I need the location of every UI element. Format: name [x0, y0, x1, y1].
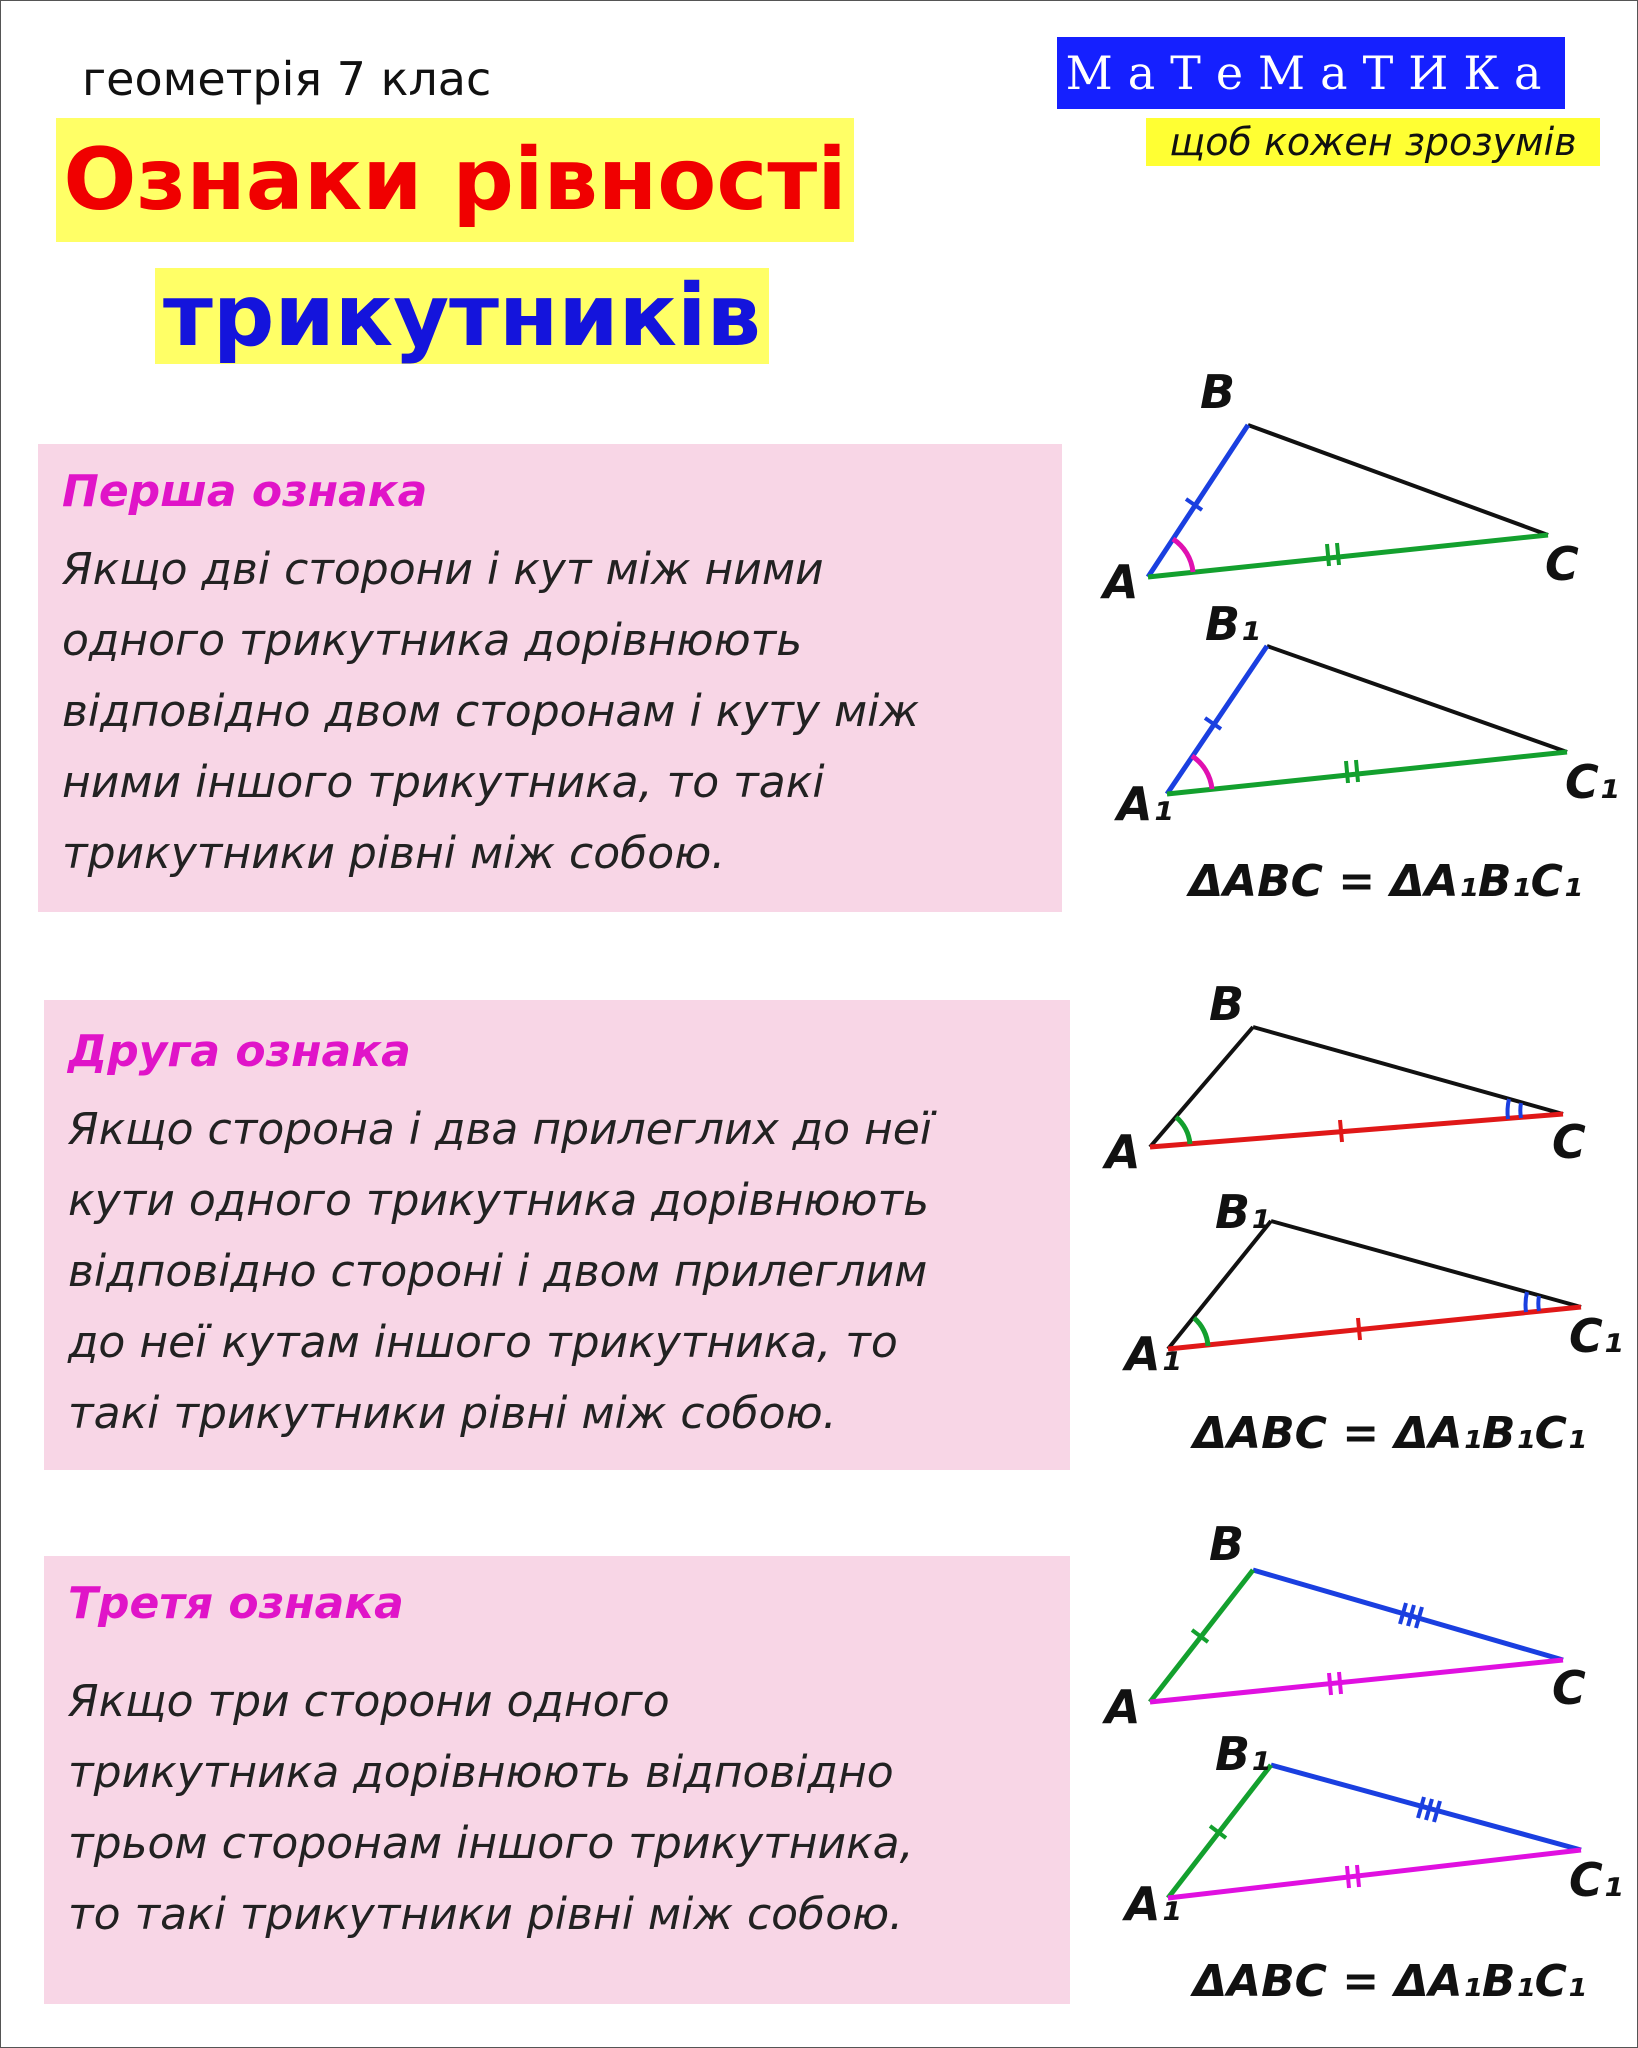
triangle-abc [1148, 425, 1548, 577]
page-title-line1: Ознаки рівності [56, 118, 854, 242]
vertex-label-c: C [1552, 1115, 1586, 1169]
vertex-label-b: B [1200, 365, 1236, 419]
subject-label: геометрія 7 клас [82, 52, 492, 106]
vertex-label-c1: C₁ [1569, 1309, 1623, 1363]
criterion-text [62, 534, 1072, 889]
brand-logo: МаТеМаТИКа [1057, 37, 1565, 109]
criterion-text-line: Якщо три сторони одного [68, 1676, 670, 1727]
criterion-text-line: Якщо дві сторони і кут між ними [62, 544, 824, 595]
vertex-label-c1: C₁ [1565, 755, 1619, 809]
triangle-a1b1c1 [1167, 646, 1567, 794]
angle-arc [1176, 1117, 1190, 1144]
angle-arc [1173, 539, 1193, 572]
triangle-abc [1150, 1570, 1563, 1702]
criterion-text-line: до неї кутам іншого трикутника, то [68, 1317, 898, 1368]
brand-tagline: щоб кожен зрозумів [1146, 118, 1600, 166]
vertex-label-a1: A₁ [1117, 777, 1173, 831]
vertex-label-a: A [1105, 1680, 1141, 1734]
triangle-a1b1c1 [1168, 1765, 1581, 1898]
angle-arc [1520, 1103, 1521, 1118]
asa-figure [1075, 977, 1638, 1470]
angle-arc [1526, 1292, 1527, 1312]
vertex-label-b1: B₁ [1215, 1185, 1271, 1239]
congruence-equation: ΔABC = ΔA₁B₁C₁ [1189, 856, 1583, 907]
vertex-label-c: C [1552, 1661, 1586, 1715]
criterion-heading: Перша ознака [62, 466, 428, 517]
angle-arc [1192, 756, 1212, 789]
triangle-abc [1150, 1027, 1563, 1147]
criterion-text-line: відповідно стороні і двом прилеглим [68, 1246, 928, 1297]
congruence-equation: ΔABC = ΔA₁B₁C₁ [1193, 1408, 1587, 1459]
criterion-text-line: трикутника дорівнюють відповідно [68, 1747, 894, 1798]
criterion-text-line: одного трикутника дорівнюють [62, 615, 803, 666]
criterion-card-1 [38, 444, 1062, 912]
sss-figure [1075, 1517, 1638, 2020]
criterion-text-line: то такі трикутники рівні між собою. [68, 1889, 904, 1940]
vertex-label-b1: B₁ [1205, 597, 1261, 651]
vertex-label-c1: C₁ [1569, 1853, 1623, 1907]
vertex-label-b: B [1209, 1517, 1245, 1571]
congruence-equation: ΔABC = ΔA₁B₁C₁ [1193, 1956, 1587, 2007]
criterion-text-line: такі трикутники рівні між собою. [68, 1388, 837, 1439]
criterion-text [68, 1094, 1078, 1449]
vertex-label-a: A [1103, 555, 1139, 609]
criterion-card-3 [44, 1556, 1070, 2004]
criterion-card-2 [44, 1000, 1070, 1470]
vertex-label-a: A [1105, 1125, 1141, 1179]
angle-arc [1538, 1296, 1539, 1311]
criterion-text-line: Якщо сторона і два прилеглих до неї [68, 1104, 933, 1155]
triangle-a1b1c1 [1168, 1221, 1581, 1349]
vertex-label-a1: A₁ [1125, 1327, 1181, 1381]
criterion-text-line: трьом сторонам іншого трикутника, [68, 1818, 914, 1869]
vertex-label-c: C [1545, 537, 1579, 591]
criterion-heading: Друга ознака [68, 1026, 411, 1077]
page-title-line2: трикутників [155, 268, 769, 364]
angle-arc [1508, 1099, 1509, 1119]
criterion-text-line: кути одного трикутника дорівнюють [68, 1175, 930, 1226]
criterion-heading: Третя ознака [68, 1578, 404, 1629]
sas-figure [1075, 365, 1638, 920]
vertex-label-b1: B₁ [1215, 1727, 1271, 1781]
angle-arc [1194, 1318, 1208, 1346]
vertex-label-b: B [1209, 977, 1245, 1031]
criterion-text [68, 1666, 1078, 1950]
vertex-label-a1: A₁ [1125, 1877, 1181, 1931]
criterion-text-line: ними іншого трикутника, то такі [62, 757, 825, 808]
criterion-text-line: трикутники рівні між собою. [62, 828, 726, 879]
criterion-text-line: відповідно двом сторонам і куту між [62, 686, 920, 737]
